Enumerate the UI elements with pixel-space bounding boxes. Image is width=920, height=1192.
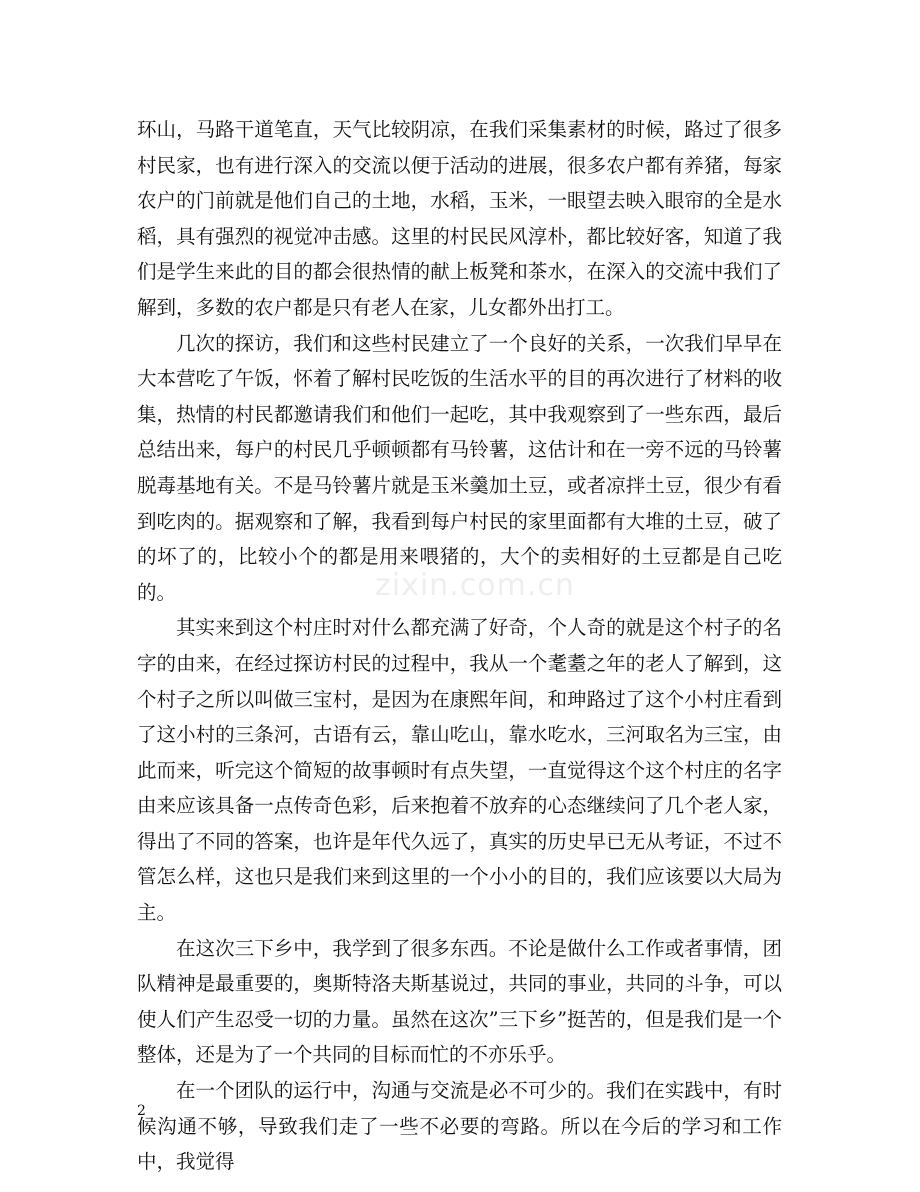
watermark: zixin.com.cn (375, 568, 575, 603)
page-number: 2 (137, 1103, 146, 1119)
paragraph-4: 在这次三下乡中，我学到了很多东西。不论是做什么工作或者事情，团队精神是最重要的，奥斯特洛夫斯基说过，共同的事业，共同的斗争，可以使人们产生忍受一切的力量。虽然在这次”三下乡”挺苦的，但是我们是一个整体，还是为了一个共同的目标而忙的不亦乐乎。 (137, 936, 782, 1067)
paragraph-3: 其实来到这个村庄时对什么都充满了好奇，个人奇的就是这个村子的名字的由来，在经过探访村民的过程中，我从一个耄耋之年的老人了解到，这个村子之所以叫做三宝村，是因为在康熙年间，和珅路过了这个小村庄看到了这小村的三条河，古语有云，靠山吃山，靠水吃水，三河取名为三宝，由此而来，听完这个简短的故事顿时有点失望，一直觉得这个这个村庄的名字由来应该具备一点传奇色彩，后来抱着不放弃的心态继续问了几个老人家，得出了不同的答案，也许是年代久远了，真实的历史早已无从考证，不过不管怎么样，这也只是我们来到这里的一个小小的目的，我们应该要以大局为主。 (137, 616, 782, 925)
paragraph-1: 环山，马路干道笔直，天气比较阴凉，在我们采集素材的时候，路过了很多村民家，也有进行深入的交流以便于活动的进展，很多农户都有养猪，每家农户的门前就是他们自己的土地，水稻，玉米，一眼望去映入眼帘的全是水稻，具有强烈的视觉冲击感。这里的村民民风淳朴，都比较好客，知道了我们是学生来此的目的都会很热情的献上板凳和茶水，在深入的交流中我们了解到，多数的农户都是只有老人在家，儿女都外出打工。 (137, 118, 782, 319)
document-body (137, 112, 782, 1180)
paragraph-5: 在一个团队的运行中，沟通与交流是必不可少的。我们在实践中，有时候沟通不够，导致我们走了一些不必要的弯路。所以在今后的学习和工作中，我觉得 (137, 1079, 782, 1174)
paragraph-2: 几次的探访，我们和这些村民建立了一个良好的关系，一次我们早早在大本营吃了午饭，怀着了解村民吃饭的生活水平的目的再次进行了材料的收集，热情的村民都邀请我们和他们一起吃，其中我观察到了一些东西，最后总结出来，每户的村民几乎顿顿都有马铃薯，这估计和在一旁不远的马铃薯脱毒基地有关。不是马铃薯片就是玉米羹加土豆，或者凉拌土豆，很少有看到吃肉的。据观察和了解，我看到每户村民的家里面都有大堆的土豆，破了的坏了的，比较小个的都是用来喂猪的，大个的卖相好的土豆都是自己吃的。 (137, 331, 782, 604)
